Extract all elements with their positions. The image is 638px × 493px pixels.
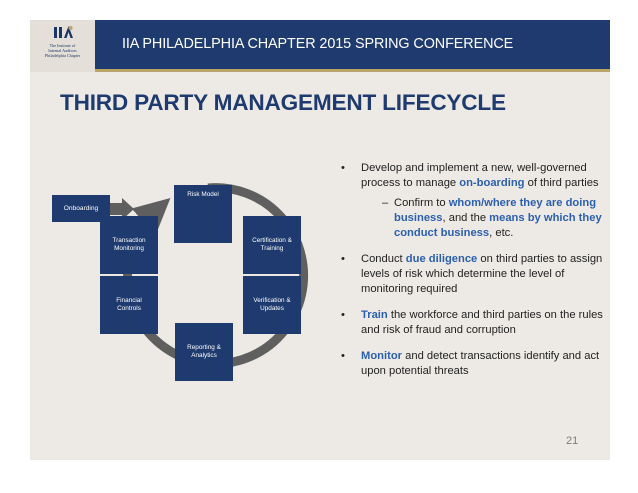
node-verification-updates-label: Verification & Updates	[253, 296, 291, 312]
page-number: 21	[566, 435, 579, 447]
bullet-icon: •	[341, 309, 345, 321]
bullet-icon: •	[341, 350, 345, 362]
slide	[30, 20, 610, 460]
bullet-monitor: • Monitor and detect transactions identify and act upon potential threats	[341, 350, 600, 377]
bullet-icon: •	[341, 162, 345, 174]
node-verification-updates	[243, 276, 301, 334]
highlight-due-diligence: due diligence	[405, 253, 478, 265]
bullet-list	[341, 161, 609, 390]
node-risk-model-label: Risk Model	[187, 191, 219, 198]
node-transaction-monitoring	[100, 216, 158, 274]
node-financial-controls-label: Financial Controls	[116, 296, 142, 312]
dash-icon: –	[382, 197, 389, 209]
highlight-train: Train	[361, 309, 388, 321]
highlight-monitor: Monitor	[361, 350, 403, 362]
bullet-icon: •	[341, 253, 345, 265]
node-financial-controls	[100, 276, 158, 334]
highlight-on-boarding: on-boarding	[459, 177, 525, 189]
header-title: IIA PHILADELPHIA CHAPTER 2015 SPRING CONFERENCE	[122, 36, 514, 52]
node-reporting-analytics-label: Reporting & Analytics	[187, 343, 221, 359]
node-reporting-analytics	[175, 323, 233, 381]
node-certification-training-label: Certification & Training	[252, 236, 292, 252]
bullet-onboarding: • Develop and implement a new, well-governed process to manage on-boarding of third parties – Confirm to whom/where they are doing business, and the means by which they conduct business, etc.	[341, 161, 609, 241]
node-certification-training	[243, 216, 301, 274]
sub-bullet-confirm: – Confirm to whom/where they are doing business, and the means by which they conduct business, etc.	[382, 197, 602, 239]
node-transaction-monitoring-label: Transaction Monitoring	[112, 236, 146, 252]
node-risk-model	[174, 185, 232, 243]
logo-text: The Institute of Internal Auditors Philadelphia Chapter	[44, 43, 81, 58]
page-title: THIRD PARTY MANAGEMENT LIFECYCLE	[60, 90, 506, 115]
onboarding-label: Onboarding	[63, 205, 99, 212]
bullet-due-diligence: • Conduct due diligence on third parties to assign levels of risk which determine the level of monitoring required	[341, 253, 603, 295]
bullet-train: • Train the workforce and third parties on the rules and risk of fraud and corruption	[341, 309, 603, 336]
highlight-means: means by which they conduct business	[394, 212, 602, 239]
highlight-whom-where: whom/where they are doing business	[394, 197, 597, 224]
